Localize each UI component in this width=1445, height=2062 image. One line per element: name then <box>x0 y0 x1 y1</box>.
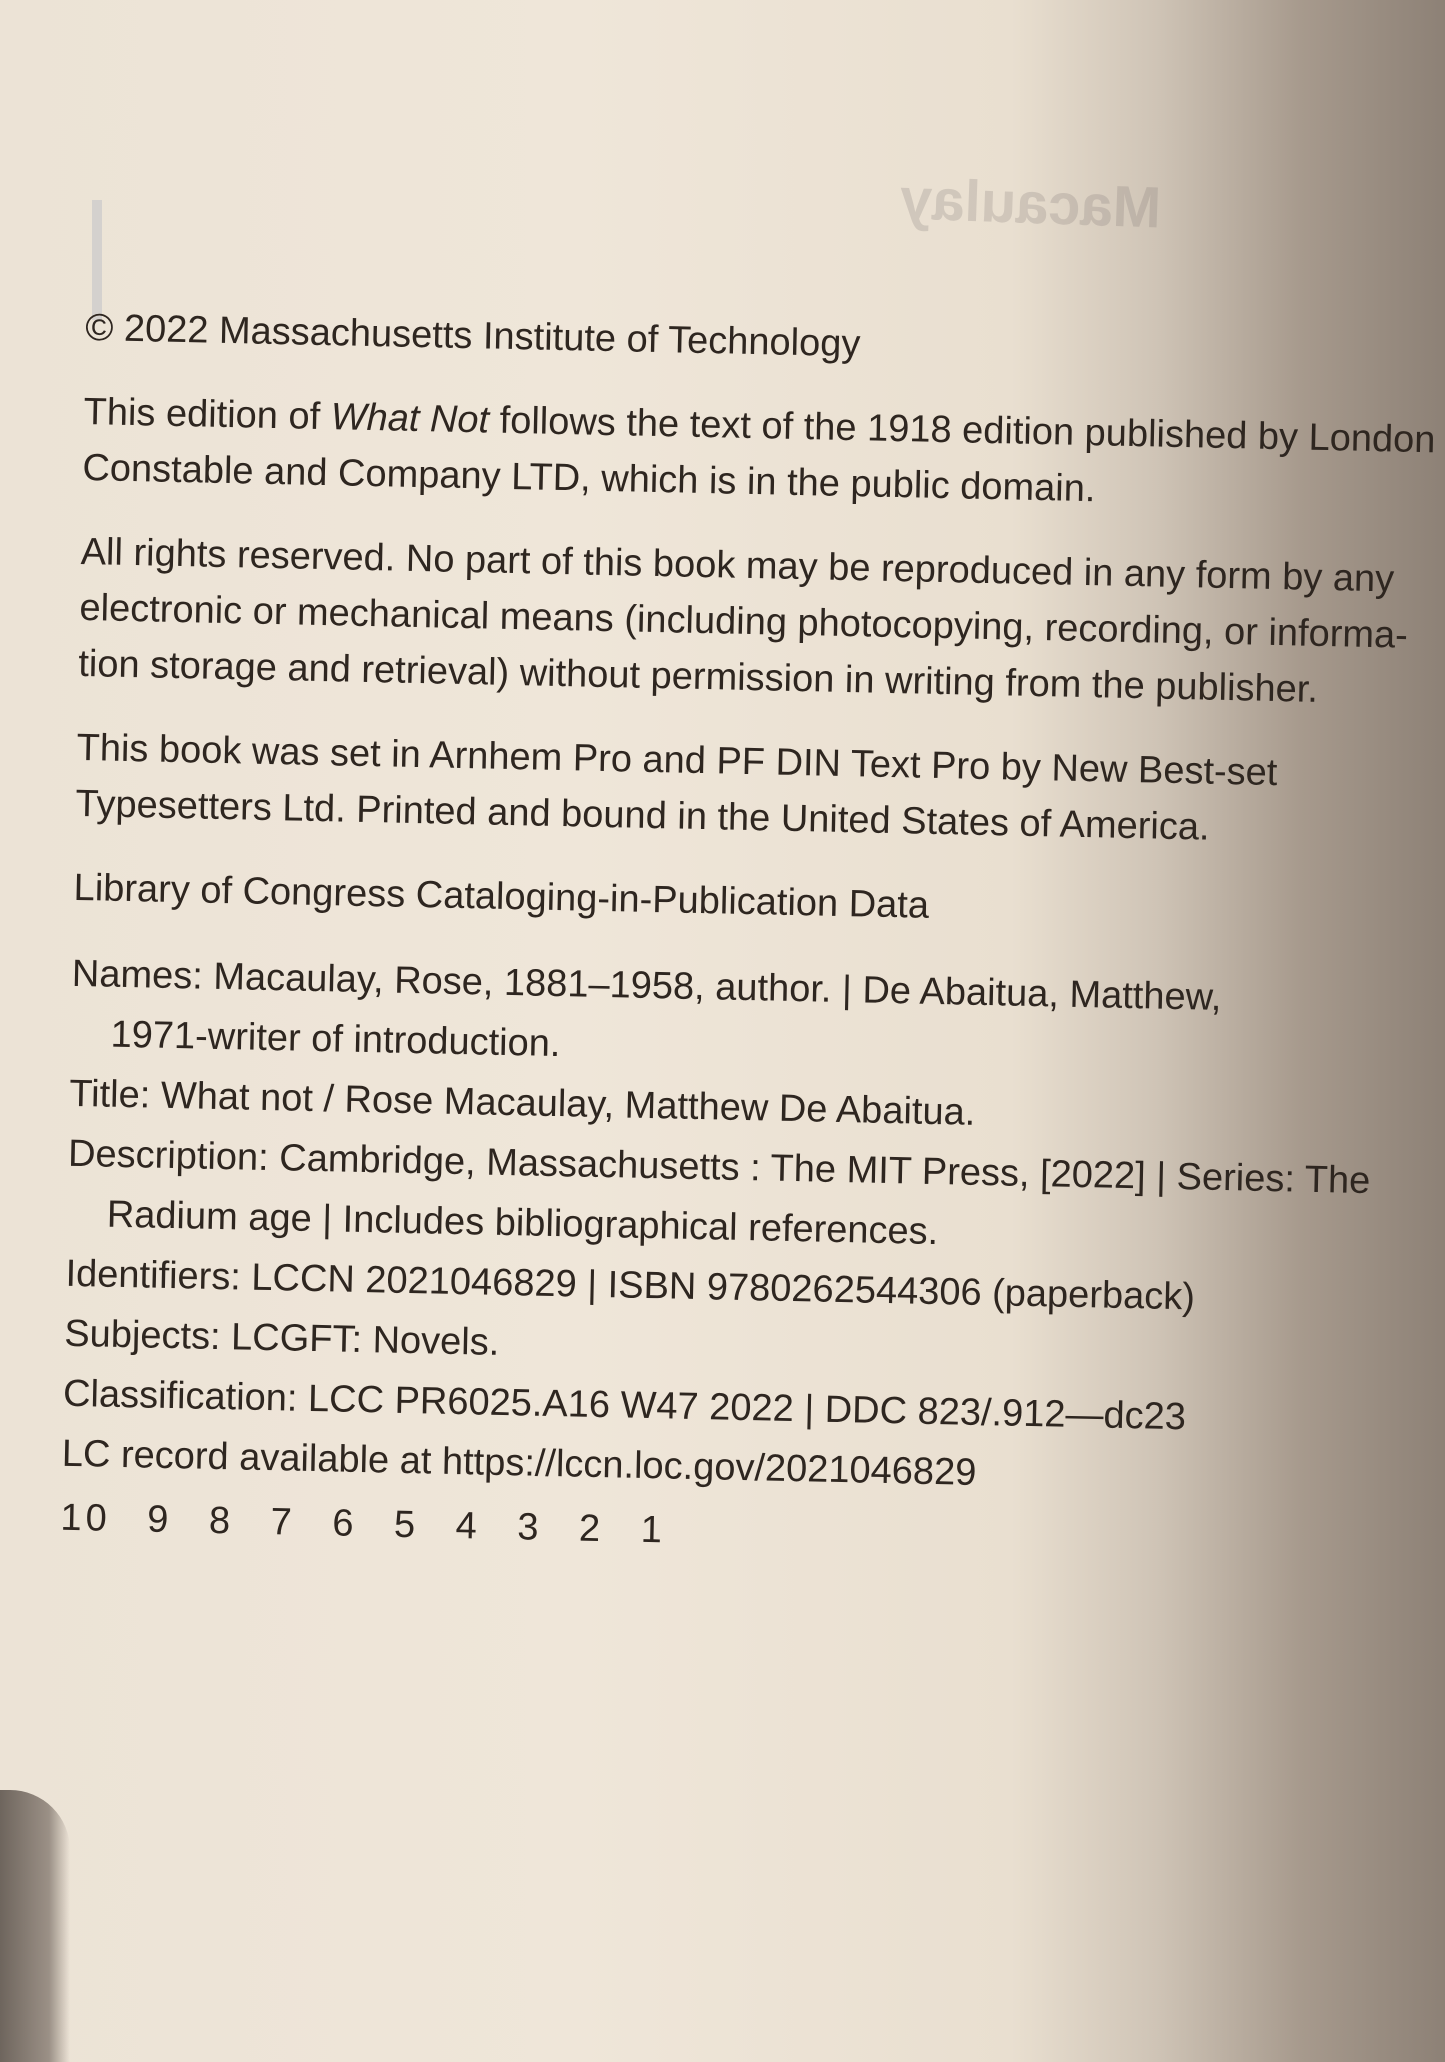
printer-key: 10 9 8 7 6 5 4 3 2 1 <box>60 1496 667 1552</box>
copyright-line: © 2022 Massachusetts Institute of Technology <box>84 306 861 366</box>
cip-names-cont: 1971-writer of introduction. <box>110 1013 561 1066</box>
cip-heading: Library of Congress Cataloging-in-Publication Data <box>73 866 930 927</box>
cip-description: Description: Cambridge, Massachusetts : The MIT Press, [2022] | Series: The <box>67 1132 1371 1203</box>
cip-classification: Classification: LCC PR6025.A16 W47 2022 | DDC 823/.912—dc23 <box>62 1372 1187 1439</box>
edition-note-text: This edition of <box>83 390 332 439</box>
cip-lc-record: LC record available at https://lccn.loc.gov/2021046829 <box>61 1432 977 1494</box>
rights-line: All rights reserved. No part of this book may be reproduced in any form by any <box>80 530 1395 601</box>
cip-data <box>60 944 1412 1576</box>
cip-names: Names: Macaulay, Rose, 1881–1958, author. | De Abaitua, Matthew, <box>71 952 1222 1019</box>
edition-note-line-2: Constable and Company LTD, which is in the public domain. <box>82 446 1096 511</box>
book-title: What Not <box>330 396 490 442</box>
bleed-through-text: Macaulay <box>898 166 1163 241</box>
cip-heading-block <box>73 860 1414 944</box>
typesetting-line: Typesetters Ltd. Printed and bound in the United States of America. <box>75 782 1210 849</box>
copyright-page <box>60 300 1436 1576</box>
rights-statement <box>78 524 1421 720</box>
typesetting-line: This book was set in Arnhem Pro and PF DIN Text Pro by New Best-set <box>76 726 1278 795</box>
cip-description-cont: Radium age | Includes bibliographical references. <box>106 1193 939 1254</box>
rights-line: tion storage and retrieval) without permission in writing from the publisher. <box>77 642 1319 711</box>
edition-note <box>82 384 1436 524</box>
rights-line: electronic or mechanical means (including photocopying, recording, or informa- <box>79 586 1409 657</box>
cip-subjects: Subjects: LCGFT: Novels. <box>63 1312 500 1364</box>
hand-shadow <box>0 1790 70 2062</box>
typesetting-note <box>75 720 1417 860</box>
edition-note-text: follows the text of the 1918 edition published by London <box>488 399 1436 462</box>
copyright-notice <box>85 300 1426 384</box>
cip-title: Title: What not / Rose Macaulay, Matthew De Abaitua. <box>68 1072 976 1134</box>
cip-identifiers: Identifiers: LCCN 2021046829 | ISBN 9780262544306 (paperback) <box>65 1252 1196 1319</box>
